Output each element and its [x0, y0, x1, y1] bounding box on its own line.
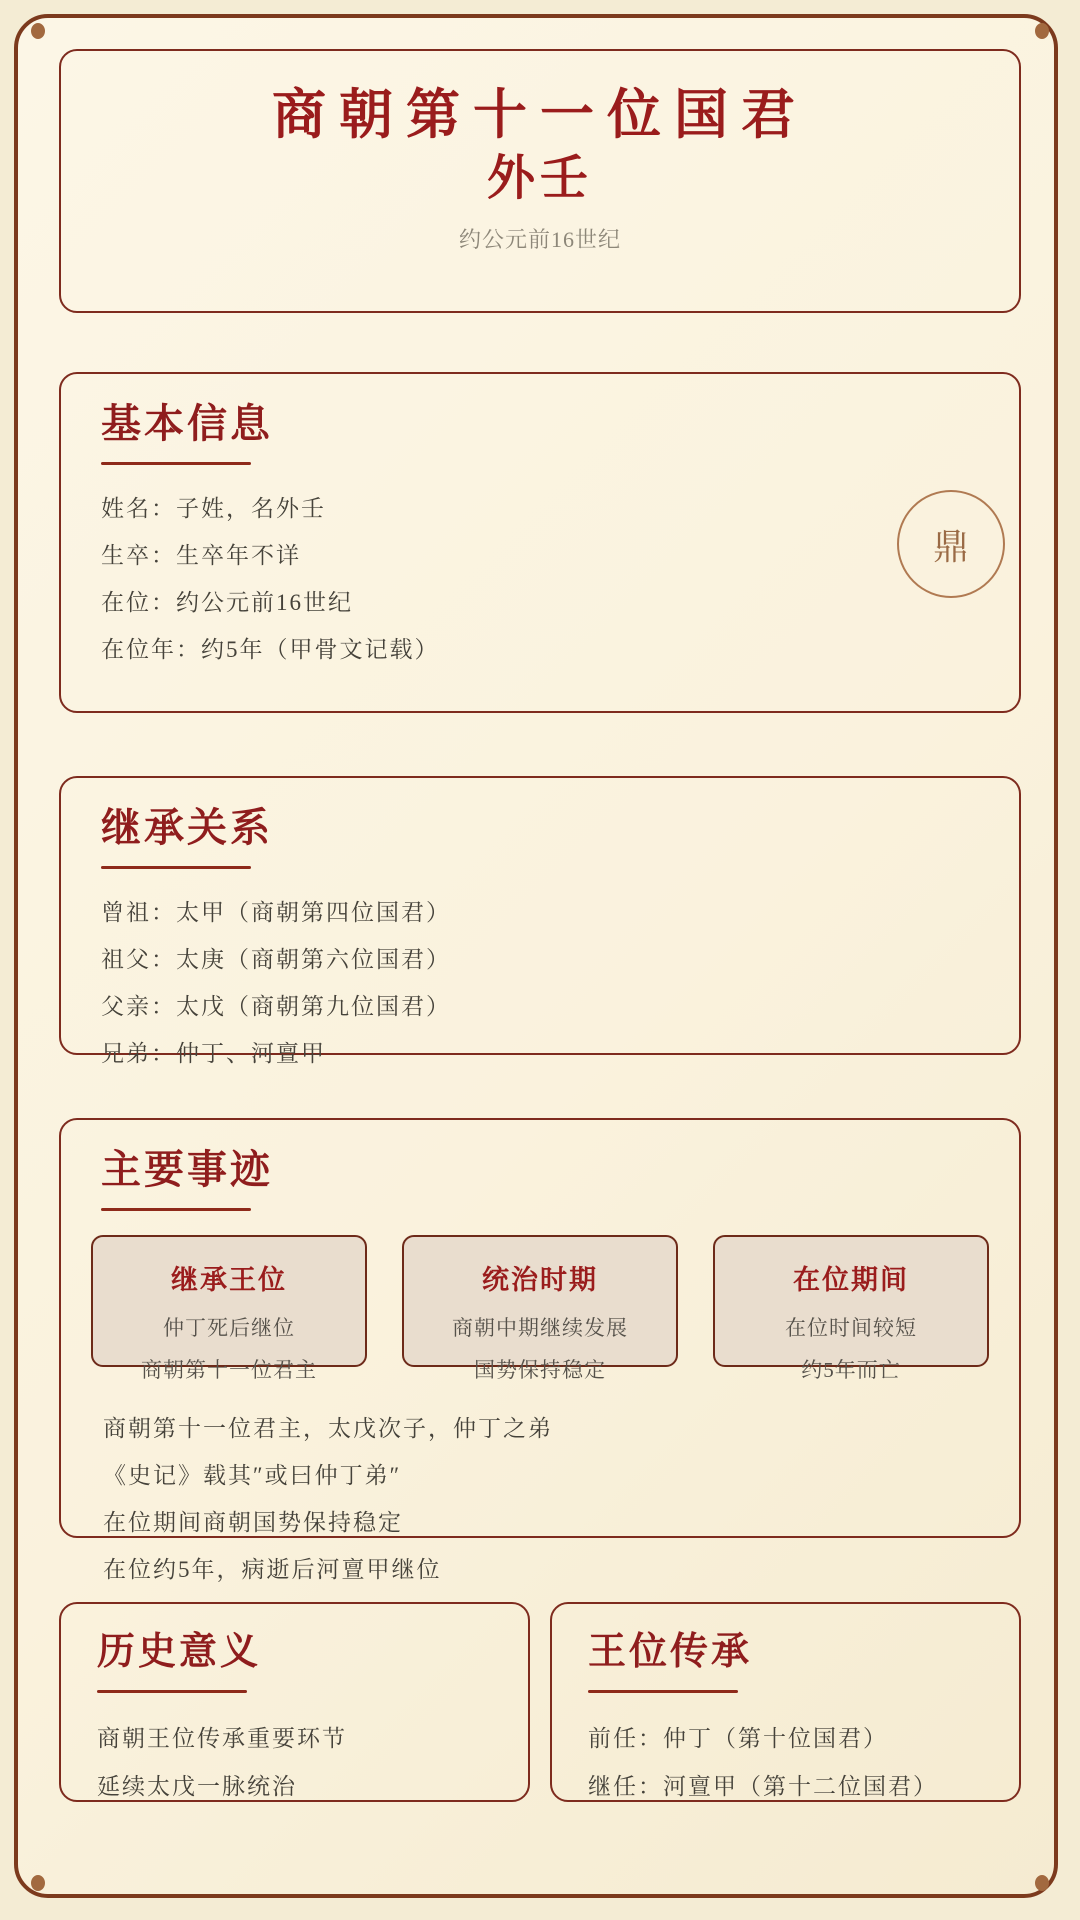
highlight-box-reign [713, 1235, 989, 1382]
heading-underline [588, 1690, 738, 1693]
info-line: 商朝王位传承重要环节 [97, 1726, 347, 1751]
significance-lines [97, 1715, 492, 1811]
throne-heading: 王位传承 [588, 1631, 753, 1673]
highlight-line: 约5年而亡 [801, 1358, 901, 1382]
highlight-title: 在位期间 [793, 1265, 909, 1295]
card-significance [59, 1602, 530, 1802]
throne-lines [588, 1715, 983, 1811]
deeds-lines [91, 1405, 989, 1593]
significance-heading: 历史意义 [97, 1631, 262, 1673]
highlight-title: 继承王位 [171, 1265, 287, 1295]
highlight-line: 在位时间较短 [785, 1316, 917, 1340]
heading-underline [101, 1208, 251, 1211]
highlight-line: 商朝第十一位君主 [141, 1358, 317, 1382]
highlight-title: 统治时期 [482, 1265, 598, 1295]
highlight-line: 商朝中期继续发展 [452, 1316, 628, 1340]
info-line: 兄弟：仲丁、河亶甲 [101, 1041, 326, 1066]
succession-lines [101, 889, 979, 1077]
info-line: 祖父：太庚（商朝第六位国君） [101, 947, 451, 972]
heading-underline [97, 1690, 247, 1693]
succession-heading: 继承关系 [101, 805, 273, 850]
page-era: 约公元前16世纪 [458, 227, 621, 252]
corner-dot-bottom-left [31, 1875, 45, 1891]
info-line: 曾祖：太甲（商朝第四位国君） [101, 900, 451, 925]
deeds-highlight-row [91, 1235, 989, 1382]
highlight-line: 仲丁死后继位 [163, 1316, 295, 1340]
deeds-line: 商朝第十一位君主，太戊次子，仲丁之弟 [103, 1416, 553, 1441]
deeds-line: 在位约5年，病逝后河亶甲继位 [103, 1557, 442, 1582]
info-line: 延续太戊一脉统治 [97, 1774, 297, 1799]
deeds-line: 《史记》载其″或曰仲丁弟″ [103, 1463, 402, 1488]
card-basic-info [59, 372, 1021, 713]
page-subtitle-name: 外壬 [486, 152, 593, 205]
deeds-heading: 主要事迹 [101, 1147, 273, 1192]
header-card [59, 49, 1021, 313]
corner-dot-top-right [1035, 23, 1049, 39]
corner-dot-top-left [31, 23, 45, 39]
card-deeds [59, 1118, 1021, 1582]
heading-underline [101, 866, 251, 869]
basic-info-heading: 基本信息 [101, 401, 273, 446]
deeds-line: 在位期间商朝国势保持稳定 [103, 1510, 403, 1535]
seal-badge [897, 490, 1005, 598]
page-title: 商朝第十一位国君 [272, 85, 808, 145]
highlight-box-succeed [91, 1235, 367, 1382]
basic-info-lines [101, 485, 979, 673]
heading-underline [101, 462, 251, 465]
info-line: 在位年：约5年（甲骨文记载） [101, 637, 440, 662]
info-line: 在位：约公元前16世纪 [101, 590, 353, 615]
info-line: 姓名：子姓，名外壬 [101, 496, 326, 521]
info-line: 生卒：生卒年不详 [101, 543, 301, 568]
corner-dot-bottom-right [1035, 1875, 1049, 1891]
info-line: 父亲：太戊（商朝第九位国君） [101, 994, 451, 1019]
highlight-line: 国势保持稳定 [474, 1358, 606, 1382]
info-line: 前任：仲丁（第十位国君） [588, 1726, 888, 1751]
card-throne [550, 1602, 1021, 1802]
highlight-box-rule [402, 1235, 678, 1382]
card-succession [59, 776, 1021, 1066]
info-line: 继任：河亶甲（第十二位国君） [588, 1774, 938, 1799]
seal-character: 鼎 [932, 526, 969, 567]
